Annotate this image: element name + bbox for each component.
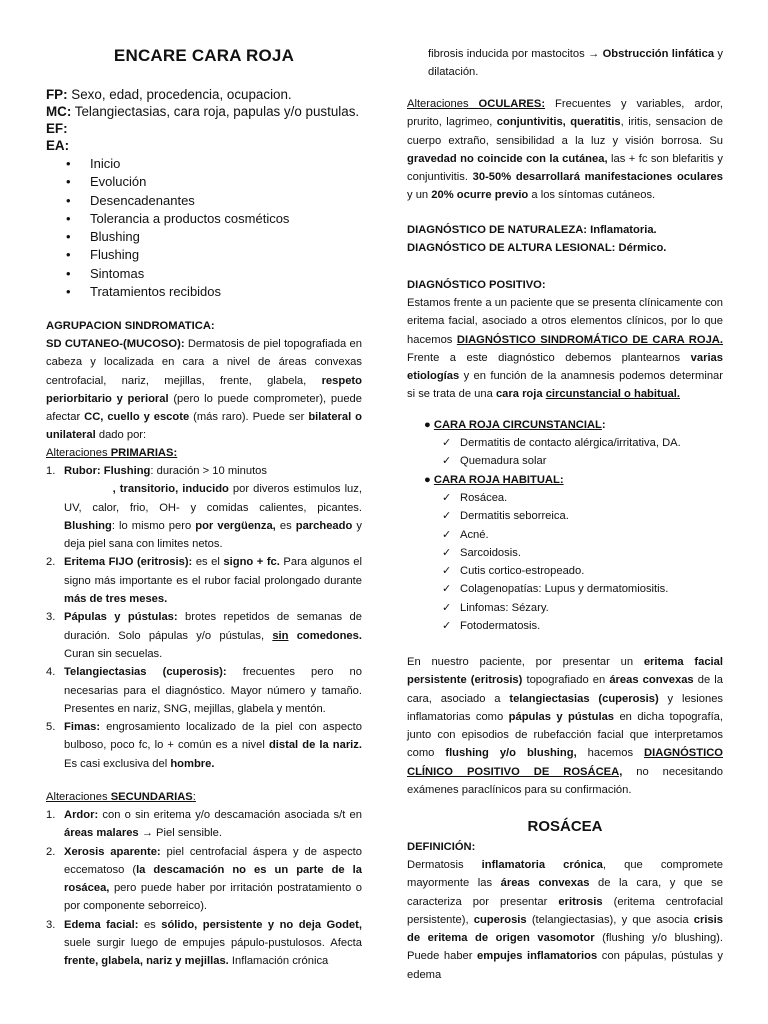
dx-positivo-title: DIAGNÓSTICO POSITIVO: bbox=[407, 279, 546, 291]
dx-positivo-paragraph: Estamos frente a un paciente que se presenta clínicamente con eritema facial, asociado a otros elementos clínicos, por lo que hacemos DIAGNÓSTICO SINDROMÁTICO DE CARA ROJA. Frente a este diagnóstico debemos plantearnos varias etiologías y en función de la anamnesis podemos determinar si se trata de una cara roja circunstancial o habitual. bbox=[407, 297, 723, 401]
oculares-paragraph: Alteraciones OCULARES: Frecuentes y variables, ardor, prurito, lagrimeo, conjuntivitis, queratitis, iritis, sensacion de cuerpo extraño, sensibilidad a la luz y visión borrosa. Su gravedad no coincide con la cutánea, las + fc son blefaritis y conjuntivitis. 30-50% desarrollará manifestaciones oculares y un 20% ocurre previo a los síntomas cutáneos. bbox=[407, 98, 723, 202]
list-item: ✓ Acné. bbox=[442, 526, 732, 544]
list-item: • Tolerancia a productos cosméticos bbox=[66, 210, 366, 228]
secundarias-heading: Alteraciones SECUNDARIAS: bbox=[46, 791, 196, 803]
fp-line: FP: Sexo, edad, procedencia, ocupacion. bbox=[46, 87, 292, 102]
sd-cutaneo-paragraph: SD CUTANEO-(MUCOSO): Dermatosis de piel topografiada en cabeza y localizada en cara a nivel de áreas convexas centrofacial, nariz, mejillas, frente, glabela, respeto periorbitario y perioral (pero lo puede comprometer), puede afectar CC, cuello y escote (más raro). Puede ser bilateral o unilateral dado por: bbox=[46, 338, 362, 442]
mc-line: MC: Telangiectasias, cara roja, papulas y/o pustulas. bbox=[46, 104, 360, 119]
secundarias-list bbox=[46, 806, 362, 971]
list-item: 4. Telangiectasias (cuperosis): frecuentes pero no necesarias para el diagnóstico. Mayor número y tamaño. Presentes en nariz, SNG, mejillas, glabela y mentón. bbox=[46, 666, 362, 715]
list-item: 5. Fimas: engrosamiento localizado de la piel con aspecto bulboso, poco fc, lo + común es a nivel distal de la nariz. Es casi exclusiva del hombre. bbox=[46, 721, 362, 770]
list-item: 2. Eritema FIJO (eritrosis): es el signo + fc. Para algunos el signo más importante es el rubor facial prolongado durante más de tres meses. bbox=[46, 556, 362, 606]
ea-list bbox=[66, 155, 366, 301]
definicion-paragraph: Dermatosis inflamatoria crónica, que compromete mayormente las áreas convexas de la cara, y que se caracteriza por presentar eritrosis (eritema centrofacial persistente), cuperosis (telangiectasias), y que asocia crisis de eritema de origen vasomotor (flushing y/o blushing). Puede haber empujes inflamatorios con pápulas, pústulas y edema bbox=[407, 859, 724, 981]
list-item: ✓ Sarcoidosis. bbox=[442, 544, 732, 562]
ef-line: EF: bbox=[46, 121, 68, 136]
list-item: ✓ Cutis cortico-estropeado. bbox=[442, 562, 732, 580]
list-item: • Sintomas bbox=[66, 265, 366, 283]
dx-altura: DIAGNÓSTICO DE ALTURA LESIONAL: Dérmico. bbox=[407, 242, 667, 254]
list-item: ✓ Rosácea. bbox=[442, 489, 732, 507]
habitual-list bbox=[442, 489, 732, 635]
list-item: 1. Rubor: Flushing: duración > 10 minutos , transitorio, inducido por diveros estimulos luz, UV, calor, frio, OH- y comidas calientes, picantes. Blushing: lo mismo pero por vergüenza, es parcheado y deja piel sana con limites netos. bbox=[46, 465, 362, 551]
agrupacion-title: AGRUPACION SINDROMATICA: bbox=[46, 320, 215, 332]
list-item: ✓ Colagenopatías: Lupus y dermatomiositis. bbox=[442, 580, 732, 598]
habitual-heading: ● CARA ROJA HABITUAL: bbox=[424, 474, 564, 486]
list-item: ✓ Fotodermatosis. bbox=[442, 617, 732, 635]
circunstancial-list bbox=[442, 434, 732, 471]
definicion-title: DEFINICIÓN: bbox=[407, 841, 476, 853]
list-item: • Blushing bbox=[66, 228, 366, 246]
dx-naturaleza: DIAGNÓSTICO DE NATURALEZA: Inflamatoria. bbox=[407, 224, 657, 236]
list-item: 3. Pápulas y pústulas: brotes repetidos de semanas de duración. Solo pápulas y/o pústulas, sin comedones. Curan sin secuelas. bbox=[46, 611, 362, 660]
list-item: ✓ Quemadura solar bbox=[442, 452, 732, 470]
ea-line: EA: bbox=[46, 138, 70, 153]
rosacea-title: ROSÁCEA bbox=[527, 818, 603, 835]
fibrosis-continuation: fibrosis inducida por mastocitos → Obstrucción linfática y dilatación. bbox=[428, 48, 723, 79]
list-item: • Desencadenantes bbox=[66, 192, 366, 210]
list-item: • Evolución bbox=[66, 173, 366, 191]
list-item: • Tratamientos recibidos bbox=[66, 283, 366, 301]
conclusion-paragraph: En nuestro paciente, por presentar un eritema facial persistente (eritrosis) topografiado en áreas convexas de la cara, asociado a telangiectasias (cuperosis) y lesiones inflamatorias como pápulas y pústulas en dicha topografía, junto con episodios de rubefacción facial que interpretamos como flushing y/o blushing, hacemos DIAGNÓSTICO CLÍNICO POSITIVO DE ROSÁCEA, no necesitando exámenes paraclínicos para su confirmación. bbox=[407, 656, 724, 797]
list-item: ✓ Dermatitis seborreica. bbox=[442, 507, 732, 525]
list-item: 2. Xerosis aparente: piel centrofacial áspera y de aspecto eccematoso (la descamación no es un parte de la rosácea, pero puede haber por irritación postratamiento o por componente seborreico). bbox=[46, 845, 363, 913]
list-item: • Inicio bbox=[66, 155, 366, 173]
list-item: 3. Edema facial: es sólido, persistente y no deja Godet, suele surgir luego de empujes pápulo-pustulosos. Afecta frente, glabela, nariz y mejillas. Inflamación crónica bbox=[46, 918, 362, 968]
list-item: ✓ Linfomas: Sézary. bbox=[442, 599, 732, 617]
page-title: ENCARE CARA ROJA bbox=[113, 46, 295, 65]
primarias-heading: Alteraciones PRIMARIAS: bbox=[46, 447, 178, 459]
list-item: 1. Ardor: con o sin eritema y/o descamación asociada s/t en áreas malares → Piel sensible. bbox=[46, 809, 362, 840]
circunstancial-heading: ● CARA ROJA CIRCUNSTANCIAL: bbox=[424, 419, 606, 431]
list-item: • Flushing bbox=[66, 246, 366, 264]
list-item: ✓ Dermatitis de contacto alérgica/irritativa, DA. bbox=[442, 434, 732, 452]
primarias-list bbox=[46, 462, 362, 773]
